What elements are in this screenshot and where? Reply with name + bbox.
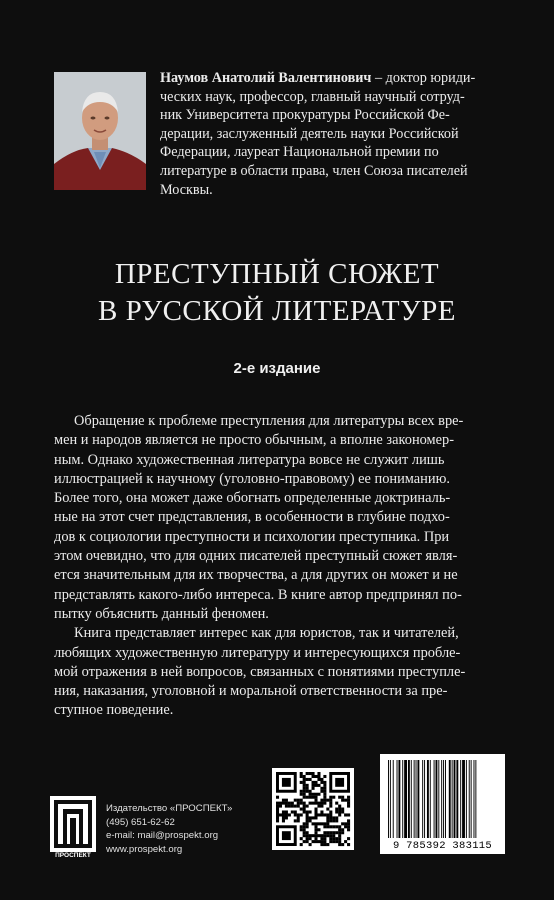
publisher-email: e-mail: mail@prospekt.org	[106, 830, 219, 841]
author-bio-line: – доктор юриди-	[371, 70, 476, 86]
author-bio-line: Федерации, лауреат Национальной премии по	[160, 144, 439, 161]
author-bio-line: ник Университета прокуратуры Российской Фе-	[160, 107, 450, 124]
isbn-barcode	[380, 754, 505, 854]
annotation-line: ется значительным для их творчества, а для других он может и не	[54, 567, 458, 584]
author-bio-line: литературе в области права, член Союза писателей	[160, 162, 468, 179]
annotation-line: Более того, она может даже обогнать определенные доктриналь-	[54, 490, 451, 507]
annotation-text	[54, 412, 512, 721]
annotation-line: ным. Однако художественная литература вовсе не служит лишь	[54, 451, 445, 468]
annotation-paragraph-1	[54, 412, 512, 624]
annotation-line: ступное поведение.	[54, 702, 174, 719]
book-title-line-2: В РУССКОЙ ЛИТЕРАТУРЕ	[98, 295, 456, 327]
author-bio-line: Москвы.	[160, 181, 213, 198]
author-name: Наумов Анатолий Валентинович	[160, 70, 372, 86]
annotation-line: мой отражения в ней вопросов, связанных с понятиями преступле-	[54, 663, 466, 680]
publisher-name: Издательство «ПРОСПЕКТ»	[106, 803, 233, 814]
annotation-line: любящих художественную литературу и интересующихся пробле-	[54, 644, 461, 661]
edition-label: 2-е издание	[233, 360, 321, 377]
publisher-phone: (495) 651-62-62	[106, 816, 175, 828]
isbn-number: 9 785392 383115	[392, 840, 492, 852]
annotation-line: мен и народов является не просто обычным, а вполне закономер-	[54, 432, 455, 449]
publisher-logo-text: ПРОСПЕКТ	[55, 852, 91, 859]
annotation-line: пытку объяснить данный феномен.	[54, 605, 269, 622]
publisher-website: www.prospekt.org	[106, 843, 183, 855]
qr-code	[272, 768, 354, 850]
annotation-line: этом очевидно, что для одних писателей преступный сюжет явля-	[54, 548, 458, 565]
annotation-line: дов к социологии преступности и психологии преступника. При	[54, 528, 450, 545]
annotation-line: ные на этот счет представления, в особенности в глубине подхо-	[54, 509, 450, 526]
author-bio	[160, 69, 512, 199]
book-title	[0, 256, 554, 330]
publisher-logo	[50, 796, 96, 860]
annotation-line: иллюстрацией к научному (уголовно-правовому) ее пониманию.	[54, 470, 450, 487]
publisher-info	[106, 802, 232, 856]
annotation-line: Книга представляет интерес как для юристов, так и читателей,	[74, 625, 459, 642]
author-bio-line: ческих наук, профессор, главный научный сотруд-	[160, 88, 465, 105]
annotation-line: Обращение к проблеме преступления для литературы всех вре-	[74, 413, 464, 429]
annotation-paragraph-2	[54, 624, 512, 720]
author-bio-line: дерации, заслуженный деятель науки Российской	[160, 125, 459, 142]
book-title-line-1: ПРЕСТУПНЫЙ СЮЖЕТ	[114, 258, 440, 290]
annotation-line: представлять какого-либо интереса. В книге автор предпринял по-	[54, 586, 462, 603]
author-photo	[54, 72, 146, 190]
annotation-line: ния, наказания, уголовной и моральной ответственности за пре-	[54, 683, 448, 700]
